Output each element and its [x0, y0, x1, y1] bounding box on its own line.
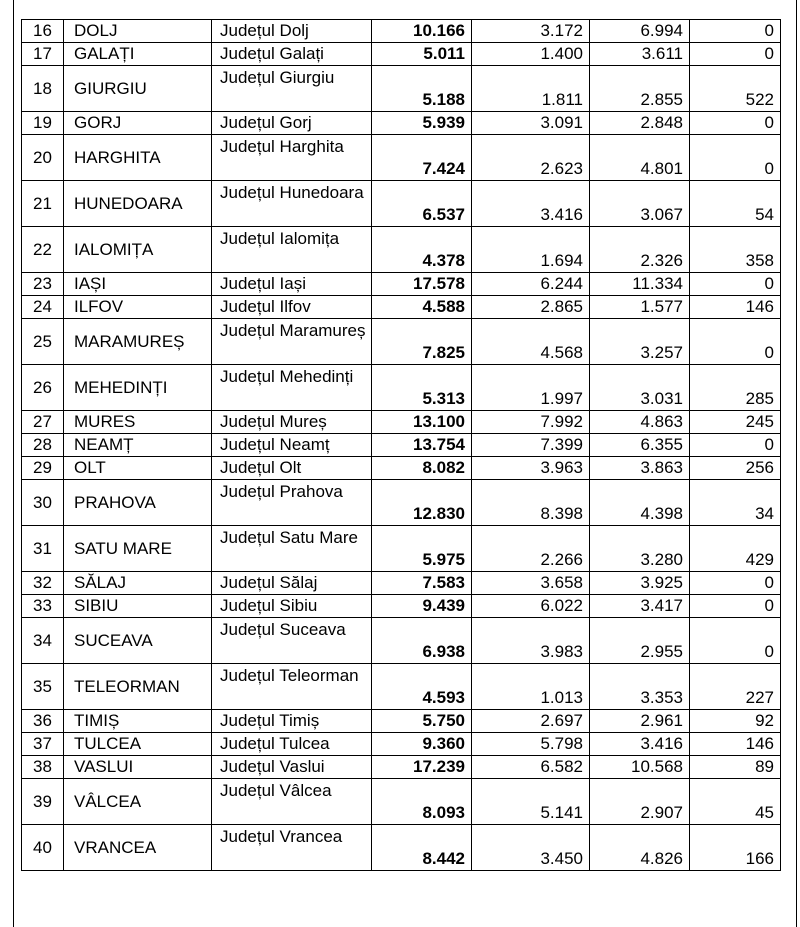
county-name-cell: Județul Satu Mare [212, 526, 372, 572]
value-1-cell: 1.694 [472, 227, 590, 273]
county-name-cell: Județul Neamț [212, 434, 372, 457]
value-1-cell: 6.022 [472, 595, 590, 618]
row-number-cell: 25 [22, 319, 64, 365]
total-cell: 5.188 [372, 66, 472, 112]
value-2-cell: 3.353 [590, 664, 690, 710]
table-row [22, 526, 781, 572]
county-name-cell: Județul Teleorman [212, 664, 372, 710]
value-1-cell: 3.963 [472, 457, 590, 480]
value-1-cell: 3.658 [472, 572, 590, 595]
county-code-cell: VRANCEA [64, 825, 212, 871]
value-3-cell: 358 [690, 227, 781, 273]
table-row [22, 20, 781, 43]
row-number-cell: 37 [22, 733, 64, 756]
table-body [22, 20, 781, 871]
county-code-cell: TIMIȘ [64, 710, 212, 733]
total-cell: 9.439 [372, 595, 472, 618]
row-number-cell: 32 [22, 572, 64, 595]
table-row [22, 181, 781, 227]
value-1-cell: 5.798 [472, 733, 590, 756]
county-name-cell: Județul Galați [212, 43, 372, 66]
value-2-cell: 3.257 [590, 319, 690, 365]
county-code-cell: GIURGIU [64, 66, 212, 112]
value-1-cell: 2.865 [472, 296, 590, 319]
value-3-cell: 0 [690, 595, 781, 618]
value-3-cell: 0 [690, 572, 781, 595]
value-2-cell: 3.416 [590, 733, 690, 756]
table-row [22, 480, 781, 526]
row-number-cell: 34 [22, 618, 64, 664]
value-2-cell: 2.961 [590, 710, 690, 733]
total-cell: 8.442 [372, 825, 472, 871]
table-row [22, 365, 781, 411]
value-3-cell: 245 [690, 411, 781, 434]
total-cell: 7.424 [372, 135, 472, 181]
total-cell: 17.239 [372, 756, 472, 779]
total-cell: 4.593 [372, 664, 472, 710]
table-row [22, 779, 781, 825]
total-cell: 8.082 [372, 457, 472, 480]
table-row [22, 710, 781, 733]
table-row [22, 825, 781, 871]
value-3-cell: 0 [690, 20, 781, 43]
value-1-cell: 3.091 [472, 112, 590, 135]
value-2-cell: 2.848 [590, 112, 690, 135]
county-code-cell: SUCEAVA [64, 618, 212, 664]
county-data-table [21, 19, 781, 871]
county-code-cell: ILFOV [64, 296, 212, 319]
value-2-cell: 3.863 [590, 457, 690, 480]
county-code-cell: SIBIU [64, 595, 212, 618]
table-row [22, 411, 781, 434]
value-1-cell: 3.172 [472, 20, 590, 43]
table-row [22, 618, 781, 664]
value-1-cell: 2.266 [472, 526, 590, 572]
row-number-cell: 31 [22, 526, 64, 572]
value-3-cell: 0 [690, 273, 781, 296]
table-row [22, 227, 781, 273]
row-number-cell: 19 [22, 112, 64, 135]
county-code-cell: NEAMȚ [64, 434, 212, 457]
county-name-cell: Județul Sălaj [212, 572, 372, 595]
county-code-cell: TULCEA [64, 733, 212, 756]
county-name-cell: Județul Sibiu [212, 595, 372, 618]
table-row [22, 434, 781, 457]
value-3-cell: 0 [690, 43, 781, 66]
total-cell: 7.583 [372, 572, 472, 595]
row-number-cell: 21 [22, 181, 64, 227]
total-cell: 4.378 [372, 227, 472, 273]
value-3-cell: 146 [690, 733, 781, 756]
row-number-cell: 28 [22, 434, 64, 457]
total-cell: 9.360 [372, 733, 472, 756]
county-code-cell: SATU MARE [64, 526, 212, 572]
county-name-cell: Județul Suceava [212, 618, 372, 664]
value-1-cell: 7.992 [472, 411, 590, 434]
value-3-cell: 429 [690, 526, 781, 572]
row-number-cell: 26 [22, 365, 64, 411]
value-1-cell: 5.141 [472, 779, 590, 825]
value-3-cell: 0 [690, 112, 781, 135]
table-row [22, 733, 781, 756]
total-cell: 5.939 [372, 112, 472, 135]
county-name-cell: Județul Tulcea [212, 733, 372, 756]
total-cell: 8.093 [372, 779, 472, 825]
value-1-cell: 1.400 [472, 43, 590, 66]
total-cell: 5.011 [372, 43, 472, 66]
total-cell: 13.754 [372, 434, 472, 457]
county-code-cell: OLT [64, 457, 212, 480]
value-3-cell: 166 [690, 825, 781, 871]
county-name-cell: Județul Ialomița [212, 227, 372, 273]
value-2-cell: 2.855 [590, 66, 690, 112]
county-code-cell: HUNEDOARA [64, 181, 212, 227]
county-code-cell: IALOMIȚA [64, 227, 212, 273]
county-name-cell: Județul Mehedinți [212, 365, 372, 411]
row-number-cell: 36 [22, 710, 64, 733]
row-number-cell: 33 [22, 595, 64, 618]
value-2-cell: 3.067 [590, 181, 690, 227]
row-number-cell: 30 [22, 480, 64, 526]
county-name-cell: Județul Gorj [212, 112, 372, 135]
county-name-cell: Județul Mureș [212, 411, 372, 434]
value-1-cell: 2.623 [472, 135, 590, 181]
county-name-cell: Județul Timiș [212, 710, 372, 733]
county-name-cell: Județul Prahova [212, 480, 372, 526]
total-cell: 4.588 [372, 296, 472, 319]
value-3-cell: 54 [690, 181, 781, 227]
table-row [22, 756, 781, 779]
row-number-cell: 40 [22, 825, 64, 871]
value-3-cell: 256 [690, 457, 781, 480]
value-1-cell: 6.582 [472, 756, 590, 779]
value-2-cell: 11.334 [590, 273, 690, 296]
county-name-cell: Județul Maramureș [212, 319, 372, 365]
value-1-cell: 4.568 [472, 319, 590, 365]
total-cell: 7.825 [372, 319, 472, 365]
row-number-cell: 20 [22, 135, 64, 181]
value-2-cell: 2.955 [590, 618, 690, 664]
county-name-cell: Județul Vaslui [212, 756, 372, 779]
page-border-right [796, 0, 797, 927]
value-3-cell: 89 [690, 756, 781, 779]
table-row [22, 457, 781, 480]
value-3-cell: 0 [690, 319, 781, 365]
county-code-cell: DOLJ [64, 20, 212, 43]
table-row [22, 296, 781, 319]
value-2-cell: 3.031 [590, 365, 690, 411]
row-number-cell: 27 [22, 411, 64, 434]
county-code-cell: GORJ [64, 112, 212, 135]
county-name-cell: Județul Olt [212, 457, 372, 480]
value-1-cell: 2.697 [472, 710, 590, 733]
table-row [22, 572, 781, 595]
value-1-cell: 6.244 [472, 273, 590, 296]
total-cell: 6.938 [372, 618, 472, 664]
value-1-cell: 1.811 [472, 66, 590, 112]
value-2-cell: 6.355 [590, 434, 690, 457]
row-number-cell: 24 [22, 296, 64, 319]
total-cell: 13.100 [372, 411, 472, 434]
value-3-cell: 285 [690, 365, 781, 411]
row-number-cell: 16 [22, 20, 64, 43]
county-code-cell: MURES [64, 411, 212, 434]
county-name-cell: Județul Vrancea [212, 825, 372, 871]
county-code-cell: SĂLAJ [64, 572, 212, 595]
county-code-cell: VÂLCEA [64, 779, 212, 825]
value-1-cell: 7.399 [472, 434, 590, 457]
value-3-cell: 0 [690, 434, 781, 457]
value-2-cell: 2.907 [590, 779, 690, 825]
value-1-cell: 3.450 [472, 825, 590, 871]
total-cell: 5.750 [372, 710, 472, 733]
row-number-cell: 18 [22, 66, 64, 112]
county-code-cell: MARAMUREȘ [64, 319, 212, 365]
table-row [22, 319, 781, 365]
county-code-cell: GALAȚI [64, 43, 212, 66]
row-number-cell: 17 [22, 43, 64, 66]
value-1-cell: 3.983 [472, 618, 590, 664]
table-row [22, 66, 781, 112]
value-1-cell: 1.013 [472, 664, 590, 710]
row-number-cell: 39 [22, 779, 64, 825]
total-cell: 5.313 [372, 365, 472, 411]
value-2-cell: 4.801 [590, 135, 690, 181]
value-2-cell: 6.994 [590, 20, 690, 43]
value-2-cell: 1.577 [590, 296, 690, 319]
value-2-cell: 4.863 [590, 411, 690, 434]
value-2-cell: 4.826 [590, 825, 690, 871]
row-number-cell: 23 [22, 273, 64, 296]
total-cell: 12.830 [372, 480, 472, 526]
county-name-cell: Județul Iași [212, 273, 372, 296]
value-3-cell: 45 [690, 779, 781, 825]
value-2-cell: 3.925 [590, 572, 690, 595]
value-2-cell: 4.398 [590, 480, 690, 526]
value-2-cell: 2.326 [590, 227, 690, 273]
value-3-cell: 92 [690, 710, 781, 733]
value-3-cell: 522 [690, 66, 781, 112]
row-number-cell: 35 [22, 664, 64, 710]
value-3-cell: 0 [690, 135, 781, 181]
county-name-cell: Județul Dolj [212, 20, 372, 43]
value-3-cell: 146 [690, 296, 781, 319]
county-name-cell: Județul Vâlcea [212, 779, 372, 825]
county-name-cell: Județul Hunedoara [212, 181, 372, 227]
row-number-cell: 38 [22, 756, 64, 779]
table-row [22, 595, 781, 618]
page-border-left [13, 0, 14, 927]
value-2-cell: 3.611 [590, 43, 690, 66]
county-code-cell: PRAHOVA [64, 480, 212, 526]
county-name-cell: Județul Ilfov [212, 296, 372, 319]
county-name-cell: Județul Harghita [212, 135, 372, 181]
value-1-cell: 3.416 [472, 181, 590, 227]
county-code-cell: HARGHITA [64, 135, 212, 181]
value-2-cell: 3.417 [590, 595, 690, 618]
total-cell: 6.537 [372, 181, 472, 227]
total-cell: 5.975 [372, 526, 472, 572]
total-cell: 10.166 [372, 20, 472, 43]
table-row [22, 273, 781, 296]
value-2-cell: 10.568 [590, 756, 690, 779]
table-row [22, 135, 781, 181]
county-code-cell: IAȘI [64, 273, 212, 296]
value-1-cell: 8.398 [472, 480, 590, 526]
value-3-cell: 0 [690, 618, 781, 664]
county-code-cell: TELEORMAN [64, 664, 212, 710]
table-row [22, 664, 781, 710]
value-2-cell: 3.280 [590, 526, 690, 572]
row-number-cell: 29 [22, 457, 64, 480]
value-1-cell: 1.997 [472, 365, 590, 411]
table-row [22, 43, 781, 66]
value-3-cell: 34 [690, 480, 781, 526]
county-code-cell: MEHEDINȚI [64, 365, 212, 411]
county-name-cell: Județul Giurgiu [212, 66, 372, 112]
row-number-cell: 22 [22, 227, 64, 273]
county-code-cell: VASLUI [64, 756, 212, 779]
table-row [22, 112, 781, 135]
value-3-cell: 227 [690, 664, 781, 710]
total-cell: 17.578 [372, 273, 472, 296]
